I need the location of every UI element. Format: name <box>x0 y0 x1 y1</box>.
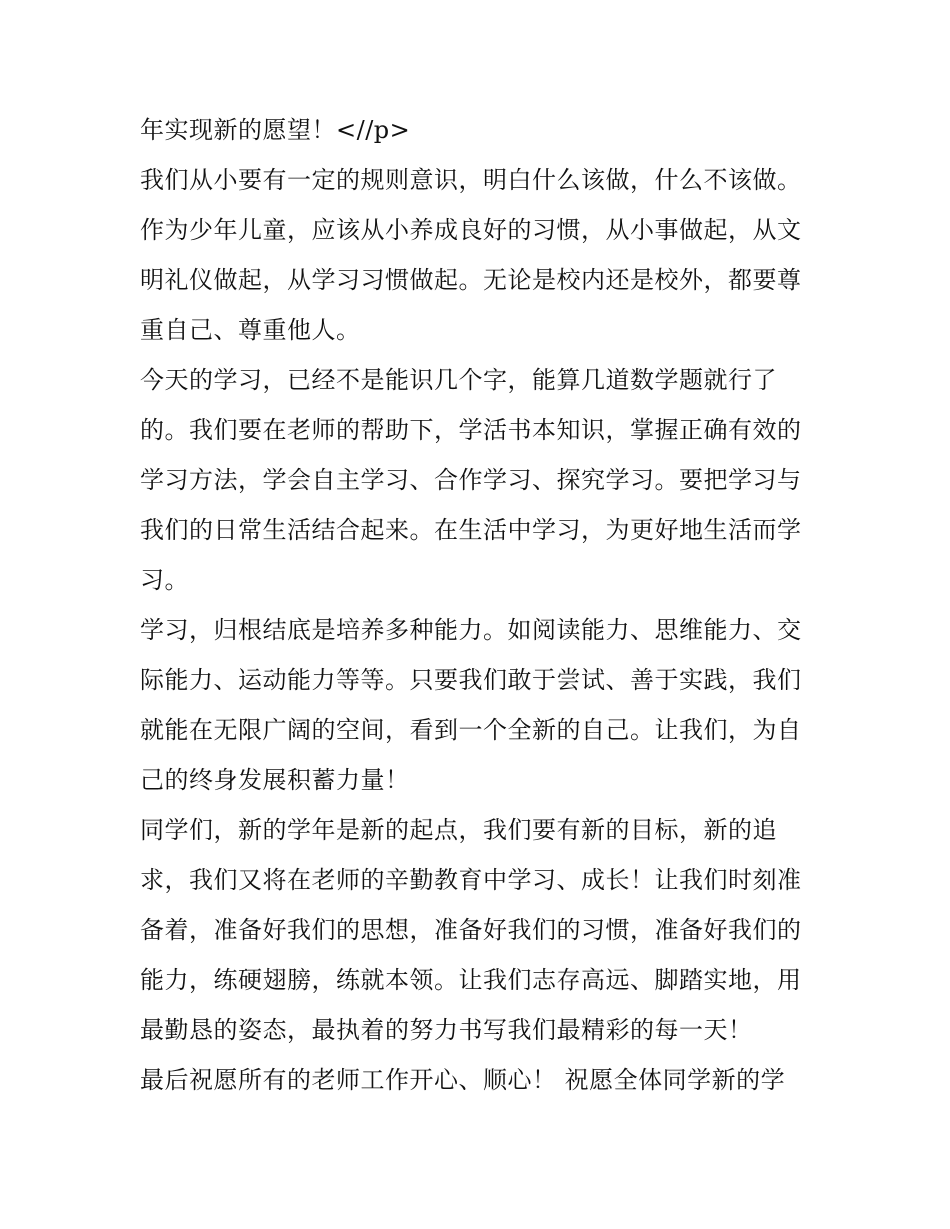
text-line: 己的终身发展积蓄力量！ <box>140 766 410 794</box>
text-line: 最后祝愿所有的老师工作开心、顺心！ 祝愿全体同学新的学 <box>140 1066 786 1094</box>
text-line: 就能在无限广阔的空间，看到一个全新的自己。让我们，为自 <box>140 716 802 744</box>
text-line: 备着，准备好我们的思想，准备好我们的习惯，准备好我们的 <box>140 916 802 944</box>
text-line: 际能力、运动能力等等。只要我们敢于尝试、善于实践，我们 <box>140 666 802 694</box>
text-line: 的。我们要在老师的帮助下，学活书本知识，掌握正确有效的 <box>140 416 802 444</box>
text-line: 年实现新的愿望！<//p> <box>140 116 411 144</box>
text-line: 我们的日常生活结合起来。在生活中学习，为更好地生活而学 <box>140 516 802 544</box>
text-line: 学习，归根结底是培养多种能力。如阅读能力、思维能力、交 <box>140 616 802 644</box>
text-line: 最勤恳的姿态，最执着的努力书写我们最精彩的每一天！ <box>140 1016 753 1044</box>
text-line: 作为少年儿童，应该从小养成良好的习惯，从小事做起，从文 <box>140 216 802 244</box>
text-line: 能力，练硬翅膀，练就本领。让我们志存高远、脚踏实地，用 <box>140 966 802 994</box>
text-line: 习。 <box>140 566 189 594</box>
text-line: 重自己、尊重他人。 <box>140 316 361 344</box>
text-line: 求，我们又将在老师的辛勤教育中学习、成长！让我们时刻准 <box>140 866 802 894</box>
text-line: 学习方法，学会自主学习、合作学习、探究学习。要把学习与 <box>140 466 802 494</box>
document-body <box>140 108 820 1108</box>
text-line: 今天的学习，已经不是能识几个字，能算几道数学题就行了 <box>140 366 777 394</box>
text-line: 明礼仪做起，从学习习惯做起。无论是校内还是校外，都要尊 <box>140 266 802 294</box>
text-line: 同学们，新的学年是新的起点，我们要有新的目标，新的追 <box>140 816 777 844</box>
text-line: 我们从小要有一定的规则意识，明白什么该做，什么不该做。 <box>140 166 802 194</box>
